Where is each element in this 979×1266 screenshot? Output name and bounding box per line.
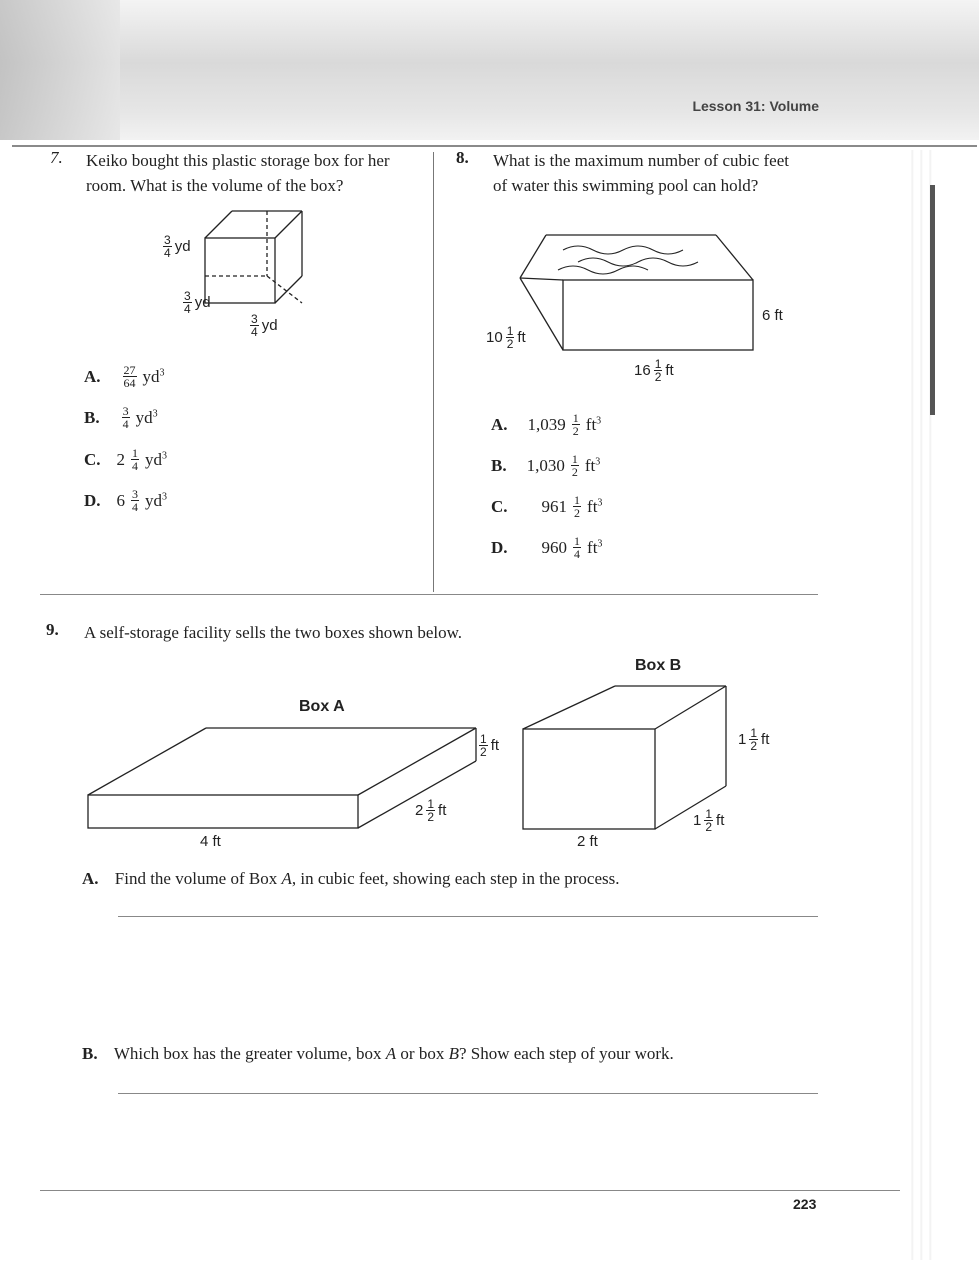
box-a-depth-label: 2 $\frac{1}{2}$ ft: [415, 797, 447, 824]
page-edge-bar: [930, 185, 935, 415]
q9-text: A self-storage facility sells the two boxes shown below.: [84, 623, 463, 642]
q8-width-label: 10 $\frac{1}{2}$ ft: [486, 324, 526, 351]
q7-height-label: $\frac{3}{4}$ yd: [164, 233, 191, 260]
box-a-title: Box A: [299, 698, 345, 715]
q7-option-a[interactable]: A. $\frac{27}{64}$ $yd^3$: [84, 363, 165, 390]
box-b-length-label: 2 ft: [577, 833, 598, 850]
q8-option-a[interactable]: A. 1,039 $\frac{1}{2}$ $ft^3$: [491, 411, 602, 438]
part-b-answer-line[interactable]: [118, 1093, 818, 1094]
q7-text: Keiko bought this plastic storage box for her room. What is the volume of the box?: [86, 151, 390, 195]
header-rule: [12, 145, 977, 147]
box-a-length-label: 4 ft: [200, 833, 221, 850]
q7-option-b[interactable]: B. $\frac{3}{4}$ $yd^3$: [84, 404, 158, 431]
q8-pool-figure: [518, 230, 763, 355]
box-b-depth-label: 1 $\frac{1}{2}$ ft: [693, 807, 725, 834]
header-band: [0, 0, 979, 140]
q7-width-label: $\frac{3}{4}$ yd: [251, 312, 278, 339]
q9-part-a: A. Find the volume of Box A, in cubic feet, showing each step in the process.: [82, 869, 620, 888]
q7-cube-front: [205, 238, 275, 303]
box-a-height-label: $\frac{1}{2}$ ft: [480, 732, 500, 759]
q8-option-b[interactable]: B. 1,030 $\frac{1}{2}$ $ft^3$: [491, 452, 601, 479]
q8-number: 8.: [456, 148, 469, 167]
q9-part-b: B. Which box has the greater volume, box A or box B? Show each step of your work.: [82, 1044, 674, 1063]
section-divider: [40, 594, 818, 595]
q8-text: What is the maximum number of cubic feet of water this swimming pool can hold?: [493, 151, 789, 195]
q8-option-c[interactable]: C. 961 $\frac{1}{2}$ $ft^3$: [491, 493, 603, 520]
box-b-height-label: 1 $\frac{1}{2}$ ft: [738, 726, 770, 753]
q7-option-d[interactable]: D. 6 $\frac{3}{4}$ $yd^3$: [84, 487, 168, 514]
box-a-front: [88, 795, 358, 828]
q8-water-waves: [558, 246, 698, 274]
column-divider: [433, 152, 434, 592]
box-b-front: [523, 729, 655, 829]
q8-length-label: 16 $\frac{1}{2}$ ft: [634, 357, 674, 384]
page-number: 223: [793, 1196, 817, 1212]
lesson-title: Lesson 31: Volume: [692, 98, 819, 114]
q8-depth-label: 6 ft: [762, 307, 783, 324]
q7-number: 7.: [50, 148, 63, 167]
q9-number: 9.: [46, 620, 59, 639]
footer-rule: [40, 1190, 900, 1191]
q7-depth-label: $\frac{3}{4}$ yd: [184, 289, 211, 316]
part-a-answer-line[interactable]: [118, 916, 818, 917]
q8-pool-front: [563, 280, 753, 350]
q7-option-c[interactable]: C. 2 $\frac{1}{4}$ $yd^3$: [84, 446, 168, 473]
header-shadow: [0, 0, 120, 140]
q8-option-d[interactable]: D. 960 $\frac{1}{4}$ $ft^3$: [491, 534, 603, 561]
box-b-title: Box B: [635, 657, 682, 674]
q7-cube-figure: [200, 208, 310, 308]
